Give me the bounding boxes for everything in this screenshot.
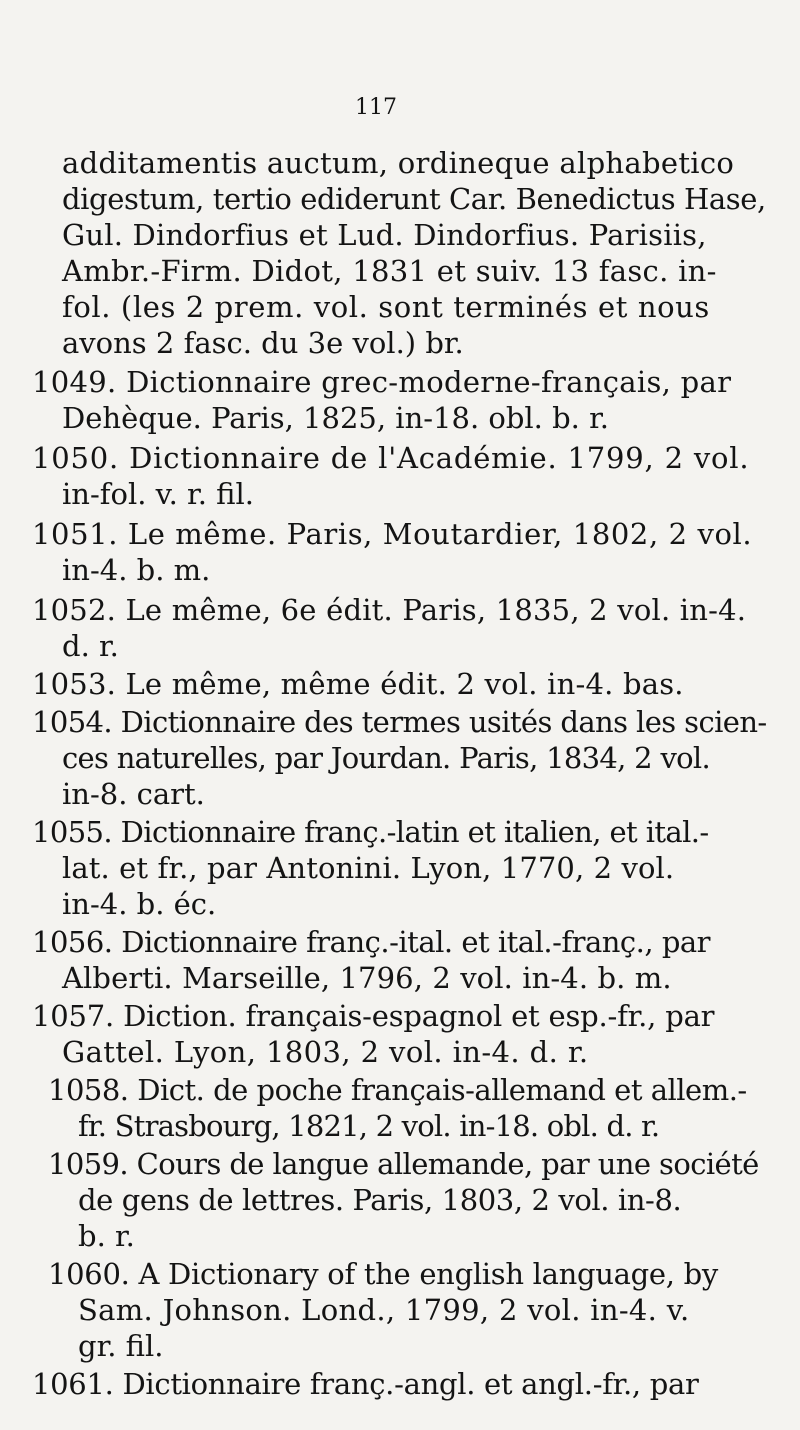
text-line: fr. Strasbourg, 1821, 2 vol. in-18. obl. d. r. bbox=[78, 1109, 660, 1143]
page-number: 117 bbox=[355, 95, 397, 120]
entry-text: A Dictionary of the english language, by bbox=[138, 1257, 718, 1291]
entry-line bbox=[48, 1256, 718, 1292]
text-line: digestum, tertio ediderunt Car. Benedictus Hase, bbox=[62, 182, 766, 216]
text-line: de gens de lettres. Paris, 1803, 2 vol. in-8. bbox=[78, 1183, 682, 1217]
entry-text: Dictionnaire franç.-ital. et ital.-franç., par bbox=[121, 925, 711, 959]
entry-line bbox=[32, 440, 749, 476]
text-line: d. r. bbox=[62, 629, 119, 663]
entry-text: Le même, même édit. 2 vol. in-4. bas. bbox=[125, 667, 684, 701]
entry-line bbox=[32, 924, 710, 960]
entry-number: 1055. bbox=[32, 815, 113, 849]
text-line: gr. fil. bbox=[78, 1329, 164, 1363]
entry-number: 1052. bbox=[32, 593, 117, 627]
text-line: lat. et fr., par Antonini. Lyon, 1770, 2 vol. bbox=[62, 851, 675, 885]
text-line: Dehèque. Paris, 1825, in-18. obl. b. r. bbox=[62, 401, 610, 435]
text-line: avons 2 fasc. du 3e vol.) br. bbox=[62, 326, 464, 360]
entry-text: Dictionnaire de l'Académie. 1799, 2 vol. bbox=[129, 441, 750, 475]
entry-line bbox=[32, 592, 746, 628]
entry-line bbox=[32, 704, 767, 740]
entry-number: 1058. bbox=[48, 1073, 129, 1107]
text-line: Ambr.-Firm. Didot, 1831 et suiv. 13 fasc. in- bbox=[62, 254, 717, 288]
entry-line bbox=[48, 1072, 747, 1108]
entry-number: 1050. bbox=[32, 441, 120, 475]
text-line: Sam. Johnson. Lond., 1799, 2 vol. in-4. v. bbox=[78, 1293, 690, 1327]
entry-text: Dictionnaire grec-moderne-français, par bbox=[126, 365, 732, 399]
entry-line bbox=[32, 516, 752, 552]
text-line: Alberti. Marseille, 1796, 2 vol. in-4. b. m. bbox=[62, 961, 672, 995]
text-line: in-4. b. éc. bbox=[62, 887, 217, 921]
entry-number: 1056. bbox=[32, 925, 113, 959]
entry-number: 1060. bbox=[48, 1257, 130, 1291]
entry-text: Diction. français-espagnol et esp.-fr., par bbox=[123, 999, 715, 1033]
entry-text: Dict. de poche français-allemand et allem.- bbox=[137, 1073, 747, 1107]
text-line: in-fol. v. r. fil. bbox=[62, 477, 254, 511]
text-line: ces naturelles, par Jourdan. Paris, 1834, 2 vol. bbox=[62, 741, 710, 775]
entry-number: 1057. bbox=[32, 999, 115, 1033]
text-line: additamentis auctum, ordineque alphabetico bbox=[62, 146, 735, 180]
text-line: in-4. b. m. bbox=[62, 553, 211, 587]
entry-number: 1059. bbox=[48, 1147, 129, 1181]
text-line: in-8. cart. bbox=[62, 777, 205, 811]
text-line: Gattel. Lyon, 1803, 2 vol. in-4. d. r. bbox=[62, 1035, 589, 1069]
entry-text: Le même. Paris, Moutardier, 1802, 2 vol. bbox=[127, 517, 753, 551]
entry-text: Dictionnaire franç.-latin et italien, et ital.- bbox=[120, 815, 709, 849]
text-line: fol. (les 2 prem. vol. sont terminés et nous bbox=[62, 290, 710, 324]
entry-line bbox=[48, 1146, 759, 1182]
entry-number: 1053. bbox=[32, 667, 117, 701]
entry-number: 1049. bbox=[32, 365, 117, 399]
text-line: b. r. bbox=[78, 1219, 135, 1253]
entry-line bbox=[32, 666, 684, 702]
entry-line bbox=[32, 998, 714, 1034]
entry-line bbox=[32, 1366, 699, 1402]
entry-text: Dictionnaire franç.-angl. et angl.-fr., par bbox=[122, 1367, 699, 1401]
entry-number: 1054. bbox=[32, 705, 113, 739]
entry-text: Le même, 6e édit. Paris, 1835, 2 vol. in-4. bbox=[125, 593, 747, 627]
text-line: Gul. Dindorfius et Lud. Dindorfius. Parisiis, bbox=[62, 218, 707, 252]
entry-number: 1061. bbox=[32, 1367, 114, 1401]
entry-number: 1051. bbox=[32, 517, 119, 551]
entry-text: Dictionnaire des termes usités dans les scien- bbox=[120, 705, 767, 739]
entry-line bbox=[32, 364, 731, 400]
entry-text: Cours de langue allemande, par une société bbox=[136, 1147, 759, 1181]
entry-line bbox=[32, 814, 709, 850]
